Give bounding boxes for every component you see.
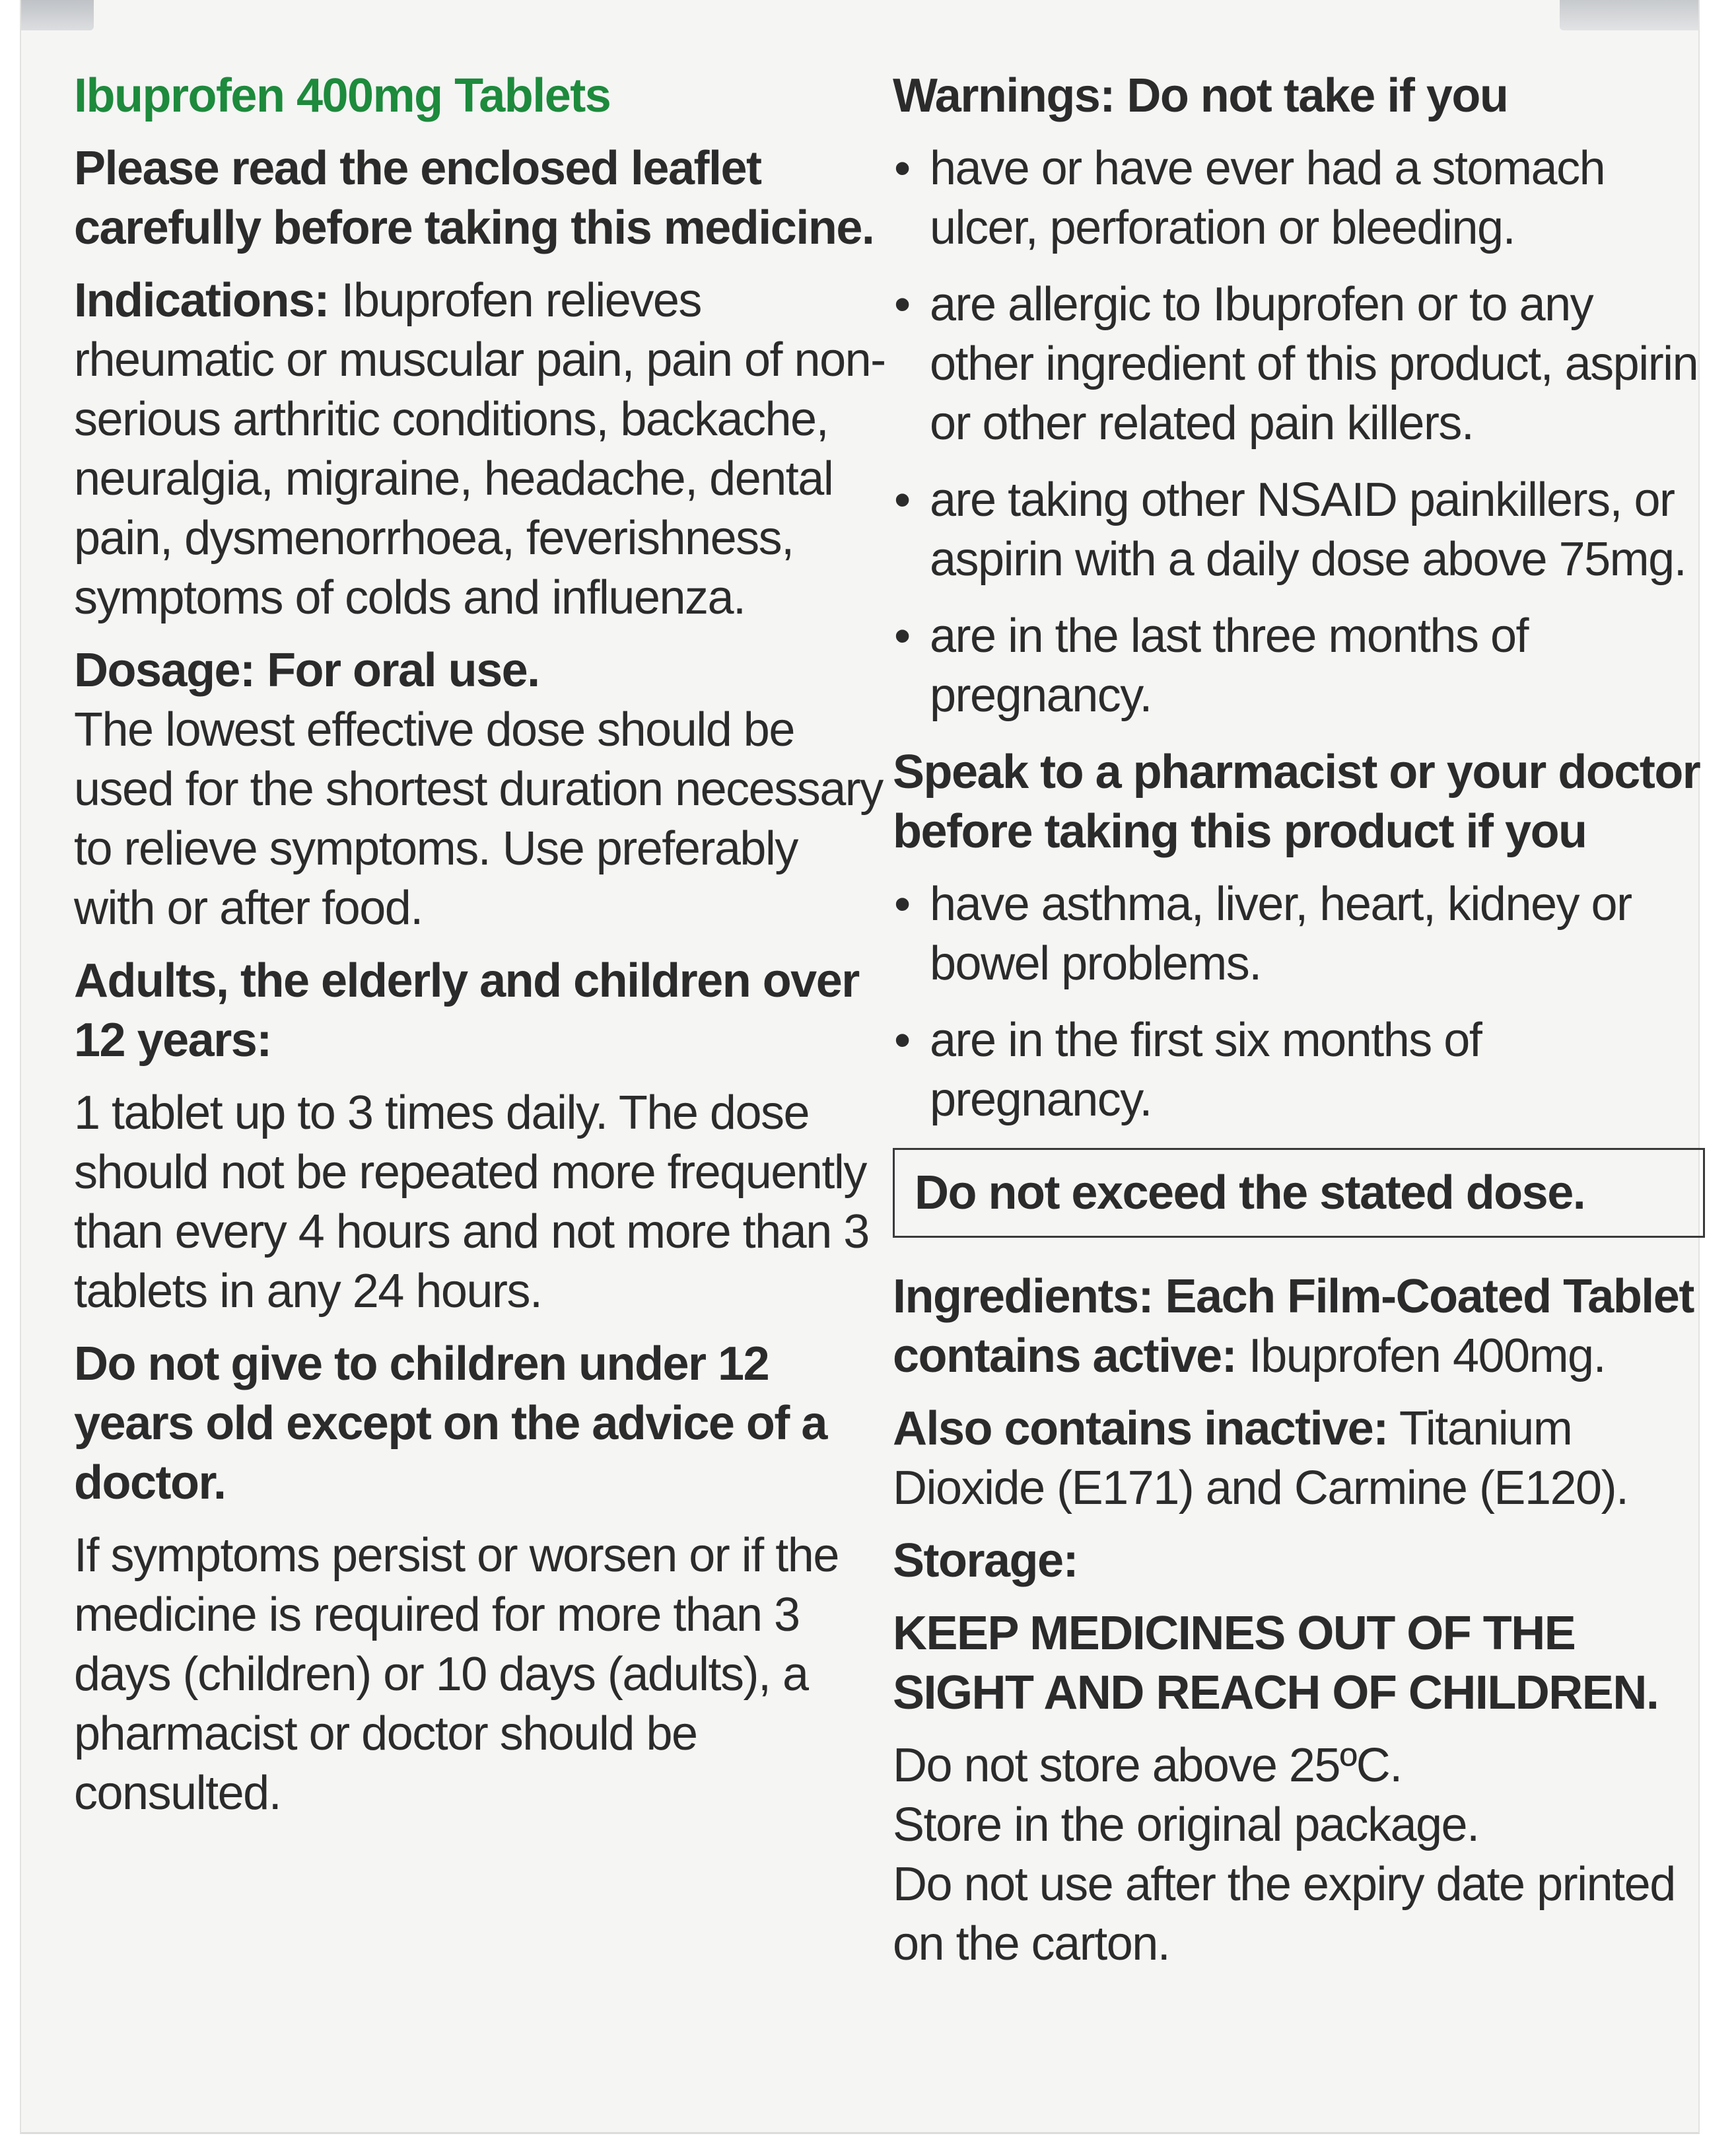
adults-heading: Adults, the elderly and children over 12 years: [74,954,859,1067]
ingredients-label: Ingredients: Each Film-Coated Tablet contains active: [893,1270,1694,1382]
dosage-heading: Dosage: For oral use. [74,644,539,697]
warning-item: • have or have ever had a stomach ulcer, perforation or bleeding. [893,139,1705,258]
inactive-text: Titanium Dioxide (E171) and Carmine (E120). [893,1402,1628,1515]
speak-list [893,874,1705,1129]
storage-temperature: Do not store above 25ºC. [893,1739,1402,1792]
inactive-label: Also contains inactive: [893,1402,1388,1455]
ingredients-paragraph [893,1267,1705,1386]
adults-dose-text: 1 tablet up to 3 times daily. The dose should not be repeated more frequently than every 4 hours and not more than 3 tablets in any 24 hours. [74,1087,869,1318]
children-warning: Do not give to children under 12 years old except on the advice of a doctor. [74,1338,827,1509]
product-title: Ibuprofen 400mg Tablets [74,69,611,122]
read-leaflet-notice: Please read the enclosed leaflet carefully before taking this medicine. [74,142,874,254]
speak-item: • are in the first six months of pregnancy. [893,1011,1705,1129]
carton-panel [20,0,1700,2134]
warning-item: • are in the last three months of pregnancy. [893,606,1705,725]
indications-text: Ibuprofen relieves rheumatic or muscular pain, pain of non-serious arthritic conditions, backache, neuralgia, migraine, headache, dental pain, dysmenorrhoea, feverishness, symptoms of colds and influenza. [74,274,885,624]
dose-warning-box: Do not exceed the stated dose. [893,1148,1705,1238]
dosage-text: The lowest effective dose should be used for the shortest duration necessary to relieve symptoms. Use preferably with or after food. [74,703,883,935]
ingredients-text: Ibuprofen 400mg. [1236,1330,1606,1382]
warning-item: • are allergic to Ibuprofen or to any other ingredient of this product, aspirin or other related pain killers. [893,275,1705,453]
indications-label: Indications: [74,274,330,327]
right-column [893,66,1705,1987]
carton-flap-left [21,0,94,30]
left-column [74,66,886,1836]
indications-paragraph [74,271,886,627]
keep-out-of-reach: KEEP MEDICINES OUT OF THE SIGHT AND REACH OF CHILDREN. [893,1607,1659,1719]
warnings-heading: Warnings: Do not take if you [893,69,1508,122]
storage-expiry: Do not use after the expiry date printed on the carton. [893,1858,1675,1970]
inactive-ingredients-paragraph [893,1399,1705,1518]
carton-flap-right [1560,0,1698,30]
speak-item: • have asthma, liver, heart, kidney or bowel problems. [893,874,1705,993]
warnings-list [893,139,1705,725]
storage-package: Store in the original package. [893,1799,1479,1851]
warning-item: • are taking other NSAID painkillers, or aspirin with a daily dose above 75mg. [893,470,1705,589]
storage-heading: Storage: [893,1534,1078,1587]
speak-to-pharmacist-heading: Speak to a pharmacist or your doctor before taking this product if you [893,746,1700,858]
persist-symptoms-text: If symptoms persist or worsen or if the medicine is required for more than 3 days (children) or 10 days (adults), a pharmacist or doctor should be consulted. [74,1529,839,1820]
